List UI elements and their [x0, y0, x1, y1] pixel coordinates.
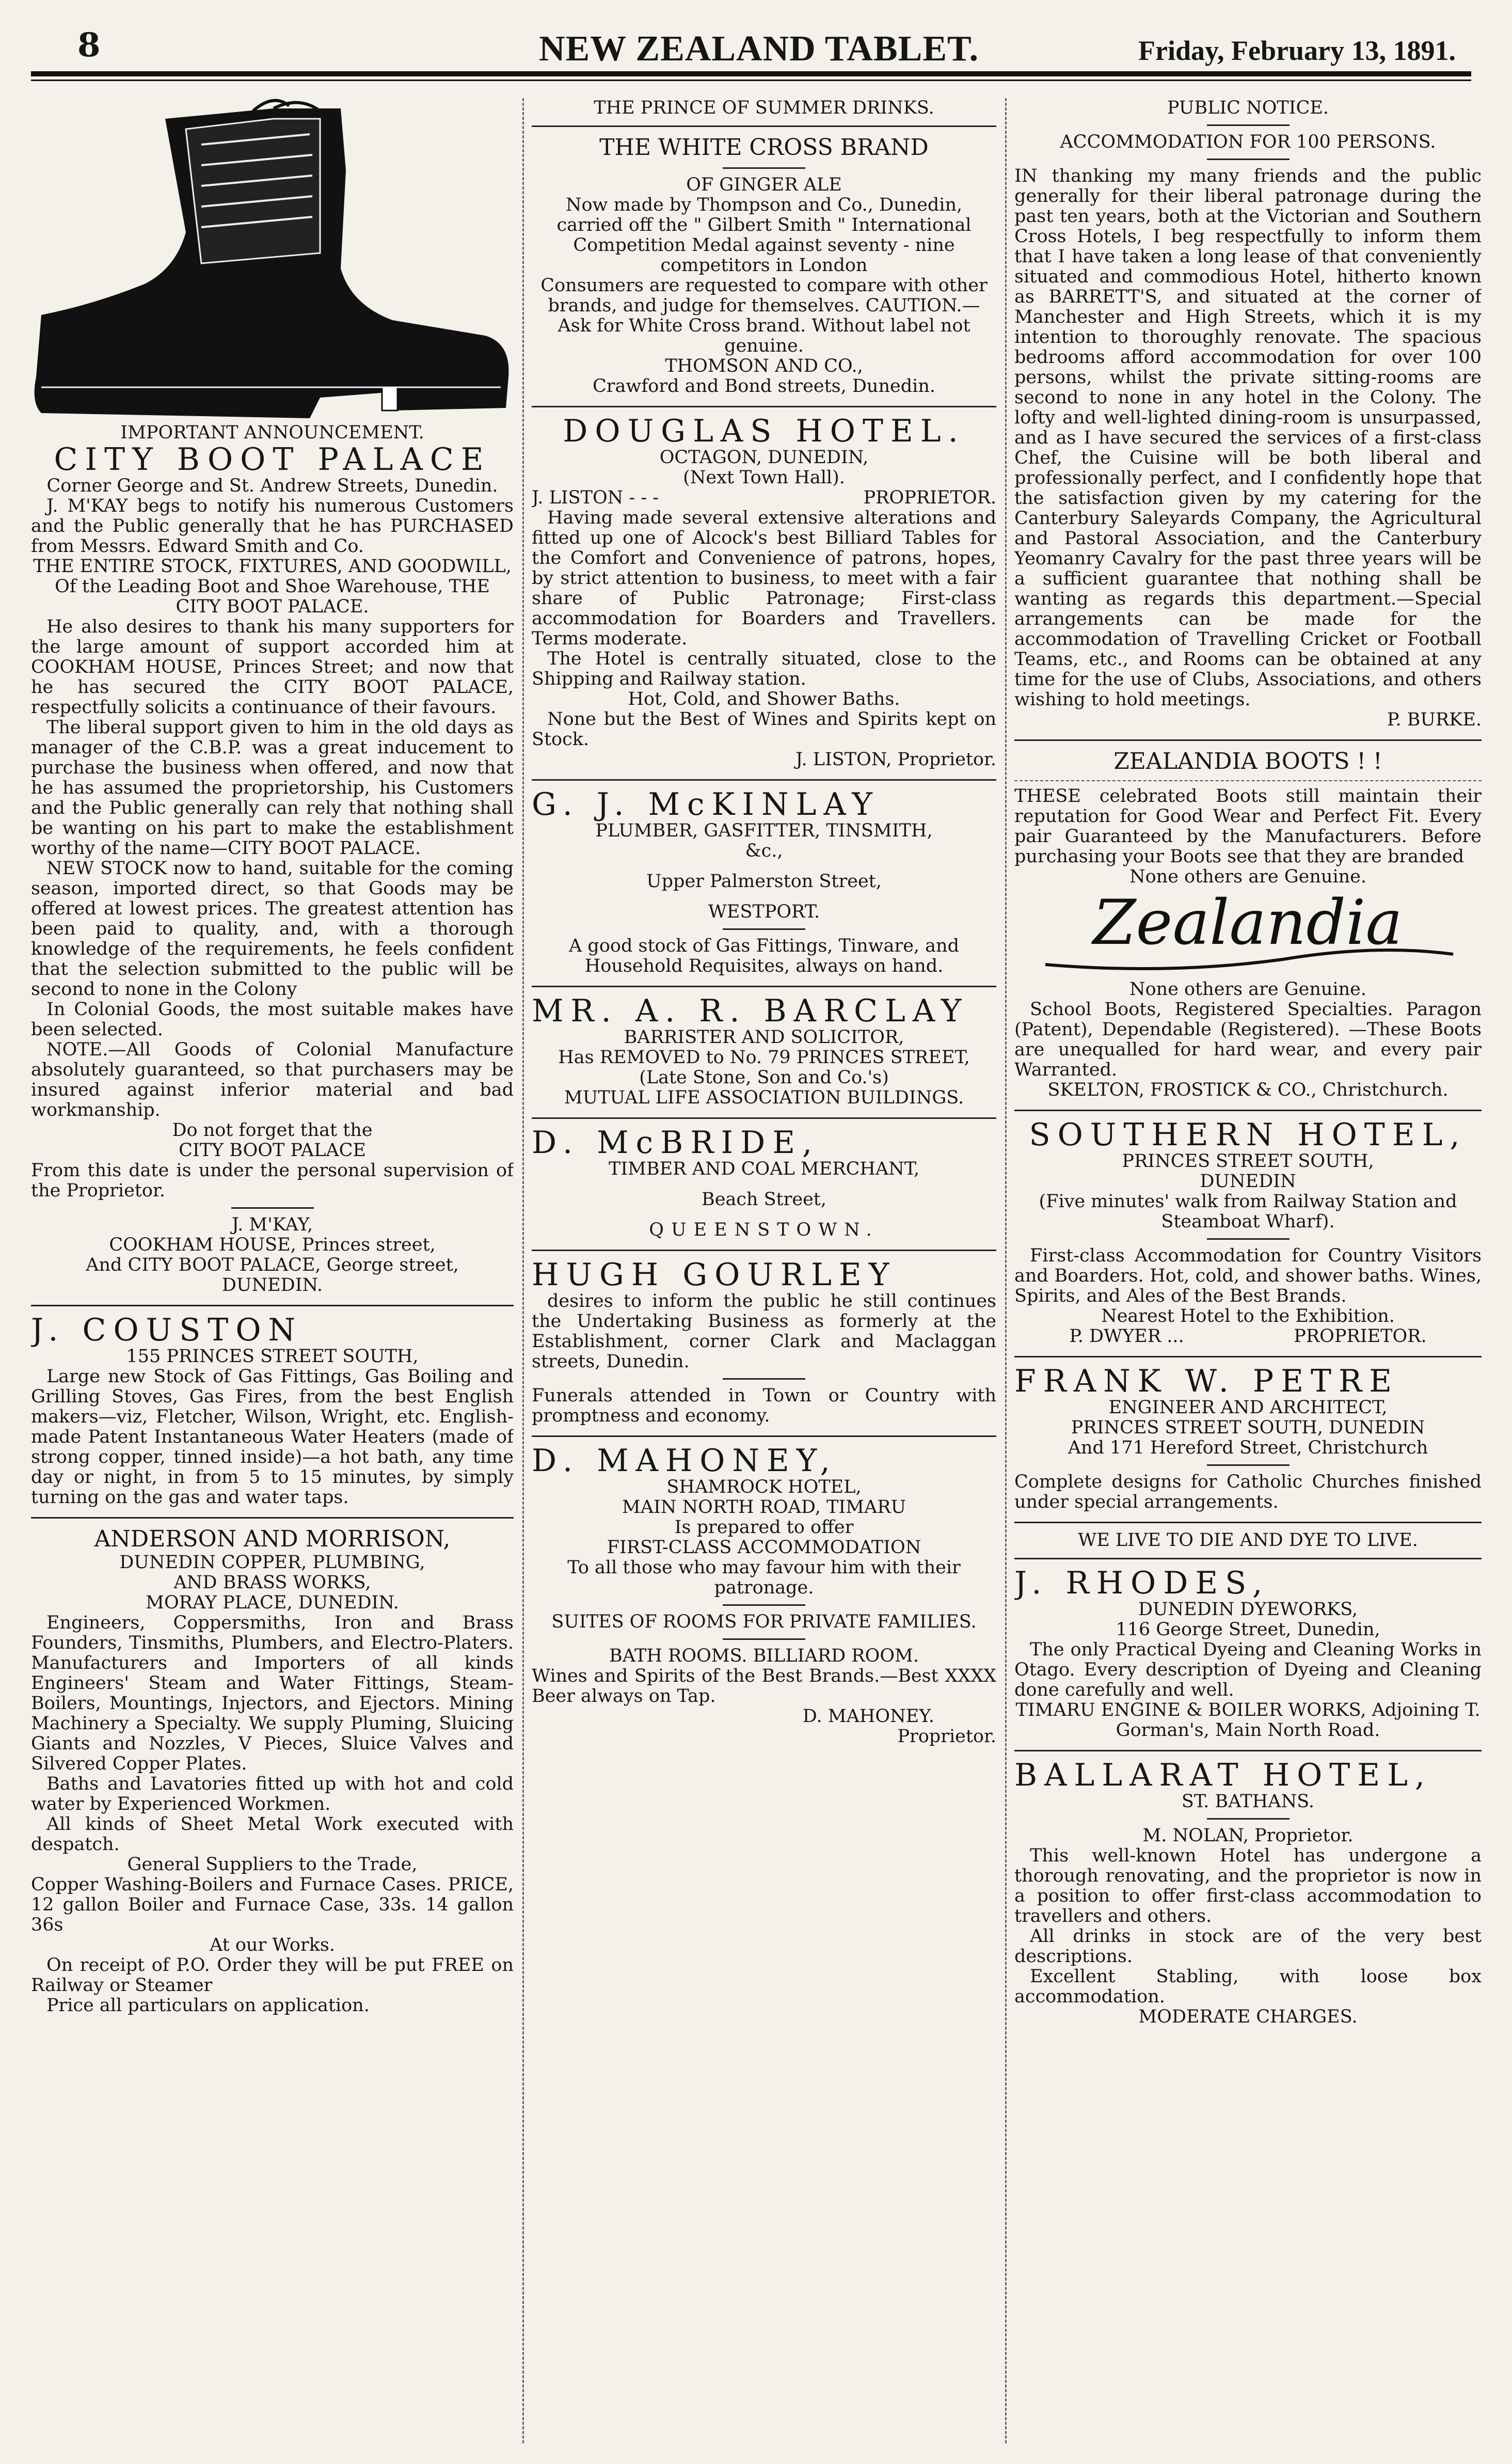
ad-paragraph: All drinks in stock are of the very best descriptions.	[1014, 1926, 1482, 1967]
divider	[532, 779, 996, 781]
ad-paragraph: The Hotel is centrally situated, close to the Shipping and Railway station.	[532, 649, 996, 689]
column-1	[31, 98, 514, 2443]
ad-signature: P. BURKE.	[1387, 709, 1482, 730]
ad-subtitle: SHAMROCK HOTEL,	[666, 1477, 862, 1497]
public-notice-ad	[1014, 98, 1482, 730]
ad-line: CITY BOOT PALACE	[179, 1140, 366, 1161]
divider	[1014, 1522, 1482, 1523]
ad-address: Corner George and St. Andrew Streets, Dunedin.	[46, 476, 498, 496]
ad-line: None others are Genuine.	[1129, 866, 1367, 887]
ad-paragraph: School Boots, Registered Specialties. Paragon (Patent), Dependable (Registered). —These Boots are unequalled for hard wear, and every pair Warranted.	[1014, 999, 1482, 1080]
ad-line: MODERATE CHARGES.	[1138, 2007, 1358, 2027]
ad-paragraph: Funerals attended in Town or Country with promptness and economy.	[532, 1385, 996, 1426]
ad-title: THE WHITE CROSS BRAND	[599, 134, 929, 161]
ad-subtitle: OF GINGER ALE	[686, 175, 842, 195]
ad-paragraph: None but the Best of Wines and Spirits kept on Stock.	[532, 709, 996, 750]
newspaper-title: NEW ZEALAND TABLET.	[538, 29, 979, 69]
divider	[1014, 1356, 1482, 1357]
ad-paragraph: Having made several extensive alterations and fitted up one of Alcock's best Billiard Tables for the Comfort and Convenience of patrons, hopes, by strict attention to business, to meet with a fair share of Public Patronage; First-class accommodation for Boarders and Travellers. Terms moderate.	[532, 508, 996, 649]
ad-address: Beach Street,	[702, 1189, 826, 1210]
divider	[1207, 1818, 1290, 1820]
ad-paragraph: Now made by Thompson and Co., Dunedin, carried off the " Gilbert Smith " International Competition Medal against seventy - nine competitors in London	[556, 195, 972, 276]
page-number: 8	[77, 26, 101, 65]
ad-subtitle: (Next Town Hall).	[683, 467, 845, 488]
mckinlay-ad	[532, 788, 996, 976]
divider	[1207, 159, 1290, 160]
ad-subtitle: AND BRASS WORKS,	[173, 1572, 371, 1593]
proprietor-label: PROPRIETOR.	[863, 487, 996, 508]
rhodes-ad	[1014, 1530, 1482, 1741]
ad-subtitle: TIMBER AND COAL MERCHANT,	[608, 1159, 920, 1179]
ad-title: ZEALANDIA BOOTS ! !	[1113, 748, 1382, 775]
ad-paragraph: Price all particulars on application.	[46, 1995, 370, 2016]
ad-title: J. RHODES,	[1014, 1565, 1270, 1601]
ad-title: ANDERSON AND MORRISON,	[94, 1526, 451, 1552]
ballarat-hotel-ad	[1014, 1759, 1482, 2027]
divider	[532, 1435, 996, 1437]
ad-paragraph: Baths and Lavatories fitted up with hot and cold water by Experienced Workmen.	[31, 1774, 514, 1814]
ad-title: HUGH GOURLEY	[532, 1257, 897, 1293]
ad-subtitle: &c.,	[745, 841, 783, 861]
ad-subtitle: PLUMBER, GASFITTER, TINSMITH,	[595, 820, 933, 841]
ad-line: FIRST-CLASS ACCOMMODATION	[607, 1537, 921, 1558]
ad-line: Is prepared to offer	[674, 1517, 854, 1538]
ad-paragraph: J. M'KAY begs to notify his numerous Customers and the Public generally that he has PURCHASED from Messrs. Edward Smith and Co.	[31, 496, 514, 557]
ad-subtitle: (Five minutes' walk from Railway Station and Steamboat Wharf).	[1039, 1191, 1457, 1232]
ad-kicker: WE LIVE TO DIE AND DYE TO LIVE.	[1078, 1530, 1418, 1551]
ad-title: ACCOMMODATION FOR 100 PERSONS.	[1060, 132, 1436, 152]
ad-subtitle: PRINCES STREET SOUTH, DUNEDIN	[1071, 1417, 1425, 1438]
ad-signature: D. MAHONEY.	[802, 1706, 934, 1727]
zealandia-logo	[1014, 887, 1482, 975]
ad-line: At our Works.	[209, 1935, 336, 1955]
divider	[532, 125, 996, 127]
gourley-ad	[532, 1258, 996, 1426]
divider	[723, 1604, 805, 1606]
southern-hotel-ad	[1014, 1118, 1482, 1347]
ad-address: 155 PRINCES STREET SOUTH,	[126, 1346, 419, 1367]
petre-ad	[1014, 1365, 1482, 1512]
city-boot-palace-ad	[31, 423, 514, 1296]
ad-line: Of the Leading Boot and Shoe Warehouse, THE CITY BOOT PALACE.	[55, 576, 490, 617]
ad-subtitle: 116 George Street, Dunedin,	[1116, 1619, 1380, 1640]
divider	[1014, 739, 1482, 741]
ad-signature: DUNEDIN.	[221, 1275, 323, 1296]
ad-line: THE ENTIRE STOCK, FIXTURES, AND GOODWILL,	[33, 556, 512, 577]
column-divider	[1005, 98, 1007, 2443]
mahoney-ad	[532, 1444, 996, 1747]
proprietor-name: P. DWYER ...	[1069, 1326, 1184, 1347]
ad-kicker: THE PRINCE OF SUMMER DRINKS.	[594, 98, 934, 118]
ad-line: BATH ROOMS. BILLIARD ROOM.	[609, 1646, 919, 1666]
ad-subtitle: DUNEDIN	[1200, 1171, 1296, 1192]
ad-title: J. COUSTON	[31, 1312, 303, 1348]
ad-address: WESTPORT.	[708, 902, 820, 922]
zealandia-ad	[1014, 748, 1482, 1100]
divider	[723, 928, 805, 930]
ad-title: D. McBRIDE,	[532, 1125, 820, 1161]
ad-subtitle: MORAY PLACE, DUNEDIN.	[146, 1592, 399, 1613]
ad-paragraph: First-class Accommodation for Country Visitors and Boarders. Hot, cold, and shower baths. Wines, Spirits, and Ales of the Best Brands.	[1014, 1245, 1482, 1306]
divider	[1014, 1110, 1482, 1111]
divider	[31, 1305, 514, 1306]
anderson-morrison-ad	[31, 1526, 514, 2016]
ad-paragraph: From this date is under the personal supervision of the Proprietor.	[31, 1160, 514, 1201]
column-3	[1014, 98, 1482, 2443]
proprietor-line	[1014, 1326, 1482, 1347]
ad-line: M. NOLAN, Proprietor.	[1142, 1825, 1354, 1846]
ad-title: SOUTHERN HOTEL,	[1029, 1117, 1467, 1153]
proprietor-label: PROPRIETOR.	[1294, 1326, 1427, 1347]
ad-signature: SKELTON, FROSTICK & CO., Christchurch.	[1047, 1080, 1449, 1100]
ad-paragraph: Wines and Spirits of the Best Brands.—Best XXXX Beer always on Tap.	[532, 1666, 996, 1707]
barclay-ad	[532, 994, 996, 1108]
ad-title: BALLARAT HOTEL,	[1014, 1757, 1433, 1793]
divider	[1014, 780, 1482, 781]
ad-line: MUTUAL LIFE ASSOCIATION BUILDINGS.	[564, 1087, 964, 1108]
ad-title: D. MAHONEY,	[532, 1443, 837, 1479]
ad-signature: Proprietor.	[897, 1726, 996, 1747]
ad-subtitle: OCTAGON, DUNEDIN,	[659, 447, 869, 468]
ad-paragraph: Large new Stock of Gas Fittings, Gas Boiling and Grilling Stoves, Gas Fires, from the best English makers—viz, Fletcher, Wilson, Wright, etc. English-made Patent Instantaneous Water Heaters (made of strong copper, tinned inside)—a hot bath, any time day or night, in from 5 to 15 minutes, by simply turning on the gas and water taps.	[31, 1366, 514, 1508]
divider	[1014, 1558, 1482, 1559]
ad-paragraph: All kinds of Sheet Metal Work executed with despatch.	[31, 1814, 514, 1855]
ad-line: Hot, Cold, and Shower Baths.	[628, 689, 900, 709]
ad-kicker: PUBLIC NOTICE.	[1167, 98, 1329, 118]
ad-title: FRANK W. PETRE	[1014, 1363, 1399, 1399]
ad-paragraph: This well-known Hotel has undergone a thorough renovating, and the proprietor is now in a position to offer first-class accommodation to travellers and others.	[1014, 1845, 1482, 1926]
ad-subtitle: BARRISTER AND SOLICITOR,	[624, 1027, 904, 1048]
ad-kicker: IMPORTANT ANNOUNCEMENT.	[120, 422, 424, 443]
ad-signature: COOKHAM HOUSE, Princes street,	[109, 1235, 436, 1255]
divider	[532, 986, 996, 987]
proprietor-name: J. LISTON - - -	[532, 487, 659, 508]
ad-line: SUITES OF ROOMS FOR PRIVATE FAMILIES.	[551, 1612, 977, 1632]
ad-line: To all those who may favour him with their patronage.	[567, 1557, 961, 1598]
issue-date: Friday, February 13, 1891.	[1138, 35, 1456, 66]
white-cross-ad	[532, 98, 996, 397]
ad-line: (Late Stone, Son and Co.'s)	[639, 1067, 889, 1088]
divider	[1207, 124, 1290, 126]
ad-subtitle: And 171 Hereford Street, Christchurch	[1068, 1438, 1428, 1458]
ad-paragraph: A good stock of Gas Fittings, Tinware, and Household Requisites, always on hand.	[569, 936, 959, 976]
divider	[532, 1117, 996, 1119]
ad-paragraph: Engineers, Coppersmiths, Iron and Brass Founders, Tinsmiths, Plumbers, and Electro-Platers. Manufacturers and Importers of all kinds Engineers' Steam and Water Fittings, Steam-Boilers, Mountings, Injectors, and Ejectors. Mining Machinery a Specialty. We supply Pluming, Sluicing Giants and Nozzles, V Pieces, Sluice Valves and Silvered Copper Plates.	[31, 1613, 514, 1774]
ad-paragraph: The only Practical Dyeing and Cleaning Works in Otago. Every description of Dyeing and Cleaning done carefully and well.	[1014, 1639, 1482, 1700]
mcbride-ad	[532, 1126, 996, 1240]
ad-signature: J. LISTON, Proprietor.	[795, 749, 996, 770]
proprietor-line	[532, 488, 996, 508]
zealandia-logo-text: Zealandia	[1093, 887, 1403, 959]
ad-signature: J. M'KAY,	[231, 1214, 313, 1235]
ad-paragraph: Complete designs for Catholic Churches finished under special arrangements.	[1014, 1472, 1482, 1512]
column-divider	[522, 98, 524, 2443]
masthead-rule	[31, 71, 1471, 76]
ad-signature: THOMSON AND CO.,	[665, 356, 863, 376]
ad-line: None others are Genuine.	[1129, 979, 1367, 1000]
ad-subtitle: DUNEDIN DYEWORKS,	[1138, 1599, 1358, 1620]
ad-subtitle: MAIN NORTH ROAD, TIMARU	[622, 1497, 906, 1518]
divider	[723, 167, 805, 169]
masthead-rule-thin	[31, 80, 1471, 81]
ad-subtitle: ST. BATHANS.	[1181, 1791, 1315, 1812]
ad-title: DOUGLAS HOTEL.	[563, 413, 965, 449]
ad-paragraph: THESE celebrated Boots still maintain their reputation for Good Wear and Perfect Fit. Every pair Guaranteed by the Manufacturers. Before purchasing your Boots see that they are branded	[1014, 786, 1482, 867]
ad-paragraph: desires to inform the public he still continues the Undertaking Business as formerly at the Establishment, corner Clark and Maclaggan streets, Dunedin.	[532, 1291, 996, 1372]
ad-line: Nearest Hotel to the Exhibition.	[1101, 1306, 1395, 1326]
ad-paragraph: He also desires to thank his many supporters for the large amount of support accorded him at COOKHAM HOUSE, Princes Street; and now that he has secured the CITY BOOT PALACE, respectfully solicits a continuance of their favours.	[31, 617, 514, 718]
divider	[532, 1250, 996, 1251]
ad-subtitle: DUNEDIN COPPER, PLUMBING,	[119, 1552, 425, 1573]
ad-paragraph: NEW STOCK now to hand, suitable for the coming season, imported direct, so that Goods may be offered at lowest prices. The greatest attention has been paid to quality, and, with a thorough knowledge of the requirements, he feels confident that the selection submitted to the public will be second to none in the Colony	[31, 858, 514, 1000]
ad-subtitle: ENGINEER AND ARCHITECT,	[1108, 1397, 1388, 1418]
ad-signature: Crawford and Bond streets, Dunedin.	[592, 376, 935, 397]
ad-paragraph: Excellent Stabling, with loose box accommodation.	[1014, 1966, 1482, 2007]
couston-ad	[31, 1314, 514, 1508]
ad-subtitle: PRINCES STREET SOUTH,	[1122, 1151, 1374, 1172]
divider	[723, 1638, 805, 1640]
ad-address: QUEENSTOWN.	[649, 1220, 879, 1240]
masthead	[46, 28, 1471, 70]
ad-address: Upper Palmerston Street,	[646, 871, 882, 892]
ad-line: General Suppliers to the Trade,	[127, 1854, 418, 1875]
divider	[723, 1378, 805, 1380]
ad-paragraph: In Colonial Goods, the most suitable makes have been selected.	[31, 999, 514, 1040]
ad-line: Do not forget that the	[172, 1120, 373, 1141]
divider	[231, 1207, 314, 1209]
divider	[532, 406, 996, 407]
ad-paragraph: NOTE.—All Goods of Colonial Manufacture absolutely guaranteed, so that purchasers may be insured against inferior material and bad workmanship.	[31, 1039, 514, 1120]
ad-paragraph: Copper Washing-Boilers and Furnace Cases. PRICE, 12 gallon Boiler and Furnace Case, 33s. 14 gallon 36s	[31, 1874, 514, 1935]
divider	[1207, 1464, 1290, 1466]
divider	[1014, 1750, 1482, 1751]
ad-paragraph: Consumers are requested to compare with other brands, and judge for themselves. CAUTION.—Ask for White Cross brand. Without label not genuine.	[540, 275, 988, 356]
divider	[31, 1517, 514, 1519]
ad-paragraph: On receipt of P.O. Order they will be put FREE on Railway or Steamer	[31, 1955, 514, 1996]
ad-signature: And CITY BOOT PALACE, George street,	[86, 1255, 459, 1275]
ad-line: Has REMOVED to No. 79 PRINCES STREET,	[558, 1047, 970, 1068]
ad-paragraph: The liberal support given to him in the old days as manager of the C.B.P. was a great inducement to purchase the business when offered, and now that he has assumed the proprietorship, his Customers and the Public generally can rely that nothing shall be wanting on his part to make the establishment worthy of the name—CITY BOOT PALACE.	[31, 717, 514, 859]
boot-illustration	[31, 98, 514, 418]
ad-title: CITY BOOT PALACE	[54, 441, 491, 478]
ad-title: MR. A. R. BARCLAY	[532, 993, 969, 1029]
ad-line: TIMARU ENGINE & BOILER WORKS, Adjoining T. Gorman's, Main North Road.	[1015, 1700, 1481, 1741]
column-2	[532, 98, 996, 2443]
douglas-hotel-ad	[532, 415, 996, 770]
divider	[1207, 1238, 1290, 1240]
ad-title: G. J. McKINLAY	[532, 786, 880, 823]
ad-paragraph: IN thanking my many friends and the public generally for their liberal patronage during the past ten years, both at the Victorian and Southern Cross Hotels, I beg respectfully to inform them that I have taken a long lease of that conveniently situated and commodious Hotel, hitherto known as BARRETT'S, and situated at the corner of Manchester and High Streets, which it is my intention to thoroughly renovate. The spacious bedrooms afford accommodation for over 100 persons, whilst the private sitting-rooms are second to none in any hotel in the Colony. The lofty and well-lighted dining-room is unsurpassed, and as I have secured the services of a first-class Chef, the Cuisine will be both liberal and professionally perfect, and I confidently hope that the satisfaction given by my catering for the Canterbury Saleyards Company, the Agricultural and Pastoral Association, and the Canterbury Yeomanry Cavalry for the past three years will be a sufficient guarantee that nothing shall be wanting as regards this department.—Special arrangements can be made for the accommodation of Travelling Cricket or Football Teams, etc., and Rooms can be obtained at any time for the use of Clubs, Associations, and others wishing to hold meetings.	[1014, 166, 1482, 710]
